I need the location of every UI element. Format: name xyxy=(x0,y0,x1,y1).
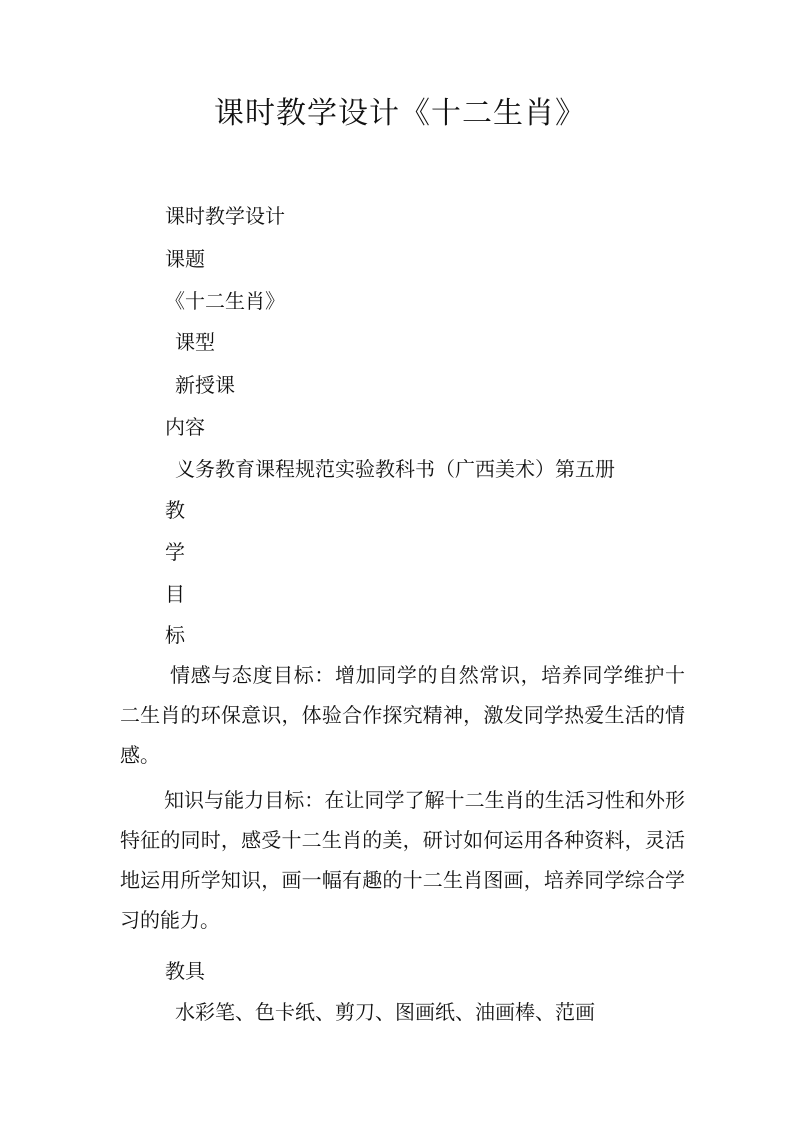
lesson-type-label: 课型 xyxy=(175,330,215,354)
knowledge-objective-paragraph: 知识与能力目标：在让同学了解十二生肖的生活习性和外形特征的同时，感受十二生肖的美，研讨如何运用各种资料，灵活地运用所学知识，画一幅有趣的十二生肖图画，培养同学综合学习的能力。 xyxy=(120,788,685,932)
objectives-label-char-1: 教 xyxy=(165,498,185,522)
content-value: 义务教育课程规范实验教科书（广西美术）第五册 xyxy=(175,457,615,481)
subject-value: 《十二生肖》 xyxy=(165,289,285,313)
subject-label: 课题 xyxy=(165,247,205,271)
content-label: 内容 xyxy=(165,415,205,439)
tools-label: 教具 xyxy=(165,959,205,983)
lesson-type-value: 新授课 xyxy=(175,373,235,397)
lesson-design-label: 课时教学设计 xyxy=(165,204,285,228)
objectives-label-char-4: 标 xyxy=(165,623,185,647)
emotion-objective-paragraph: 情感与态度目标：增加同学的自然常识，培养同学维护十二生肖的环保意识，体验合作探究精神，激发同学热爱生活的情感。 xyxy=(120,663,685,767)
tools-value: 水彩笔、色卡纸、剪刀、图画纸、油画棒、范画 xyxy=(175,1000,595,1024)
document-title: 课时教学设计《十二生肖》 xyxy=(214,96,586,131)
objectives-label-char-3: 目 xyxy=(165,582,185,606)
objectives-label-char-2: 学 xyxy=(165,540,185,564)
